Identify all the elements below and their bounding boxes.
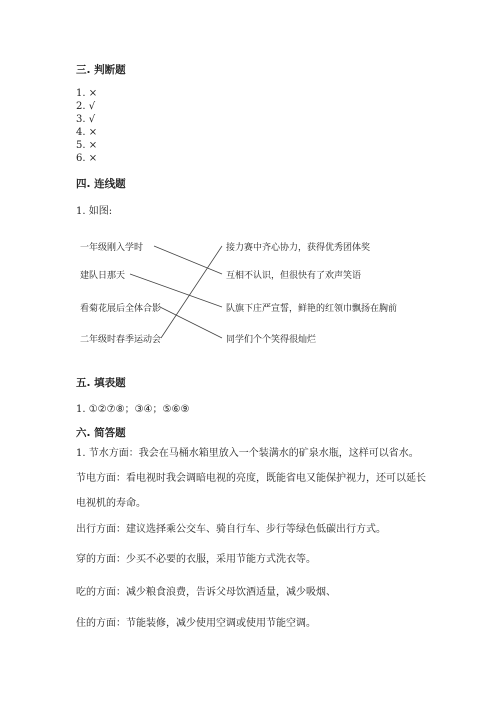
judge-answer-4: 4. × (76, 127, 98, 138)
left-item-1: 一年级刚入学时 (80, 243, 144, 253)
fill-table-answer: 1. ①②⑦⑧；③④；⑤⑥⑨ (76, 404, 190, 415)
judge-answer-1: 1. × (76, 88, 98, 99)
answer-travel: 出行方面：建议选择乘公交车、骑自行车、步行等绿色低碳出行方式。 (76, 524, 386, 535)
section5-title: 五. 填表题 (76, 377, 126, 389)
right-item-3: 队旗下庄严宣誓，鲜艳的红领巾飘扬在胸前 (226, 304, 398, 314)
right-item-2: 互相不认识，但很快有了欢声笑语 (226, 271, 362, 281)
section4-title: 四. 连线题 (76, 178, 126, 190)
judge-answer-3: 3. √ (76, 114, 96, 125)
answer-water: 1. 节水方面：我会在马桶水箱里放入一个装满水的矿泉水瓶，这样可以省水。 (76, 448, 419, 459)
answer-clothing: 穿的方面：少买不必要的衣服，采用节能方式洗衣等。 (76, 554, 316, 565)
judge-answer-2: 2. √ (76, 101, 96, 112)
section6-title: 六. 简答题 (76, 427, 126, 439)
section3-title: 三. 判断题 (76, 64, 126, 76)
right-item-1: 接力赛中齐心协力，获得优秀团体奖 (226, 243, 371, 253)
answer-housing: 住的方面：节能装修，减少使用空调或使用节能空调。 (76, 618, 316, 629)
right-item-4: 同学们个个笑得很灿烂 (226, 335, 317, 345)
left-item-2: 建队日那天 (80, 271, 126, 281)
answer-electricity: 节电方面：看电视时我会调暗电视的亮度，既能省电又能保护视力，还可以延长电视机的寿命。 (76, 473, 426, 509)
answer-food: 吃的方面：减少粮食浪费，告诉父母饮酒适量，减少吸烟、 (76, 587, 336, 598)
left-item-4: 二年级时春季运动会 (80, 335, 162, 345)
match-line-3 (160, 307, 222, 338)
matching-intro: 1. 如图: (76, 206, 113, 217)
left-item-3: 看菊花展后全体合影 (80, 304, 162, 314)
judge-answer-5: 5. × (76, 140, 98, 151)
match-line-1 (154, 246, 222, 274)
match-line-4 (161, 246, 222, 338)
judge-answer-6: 6. × (76, 153, 98, 164)
